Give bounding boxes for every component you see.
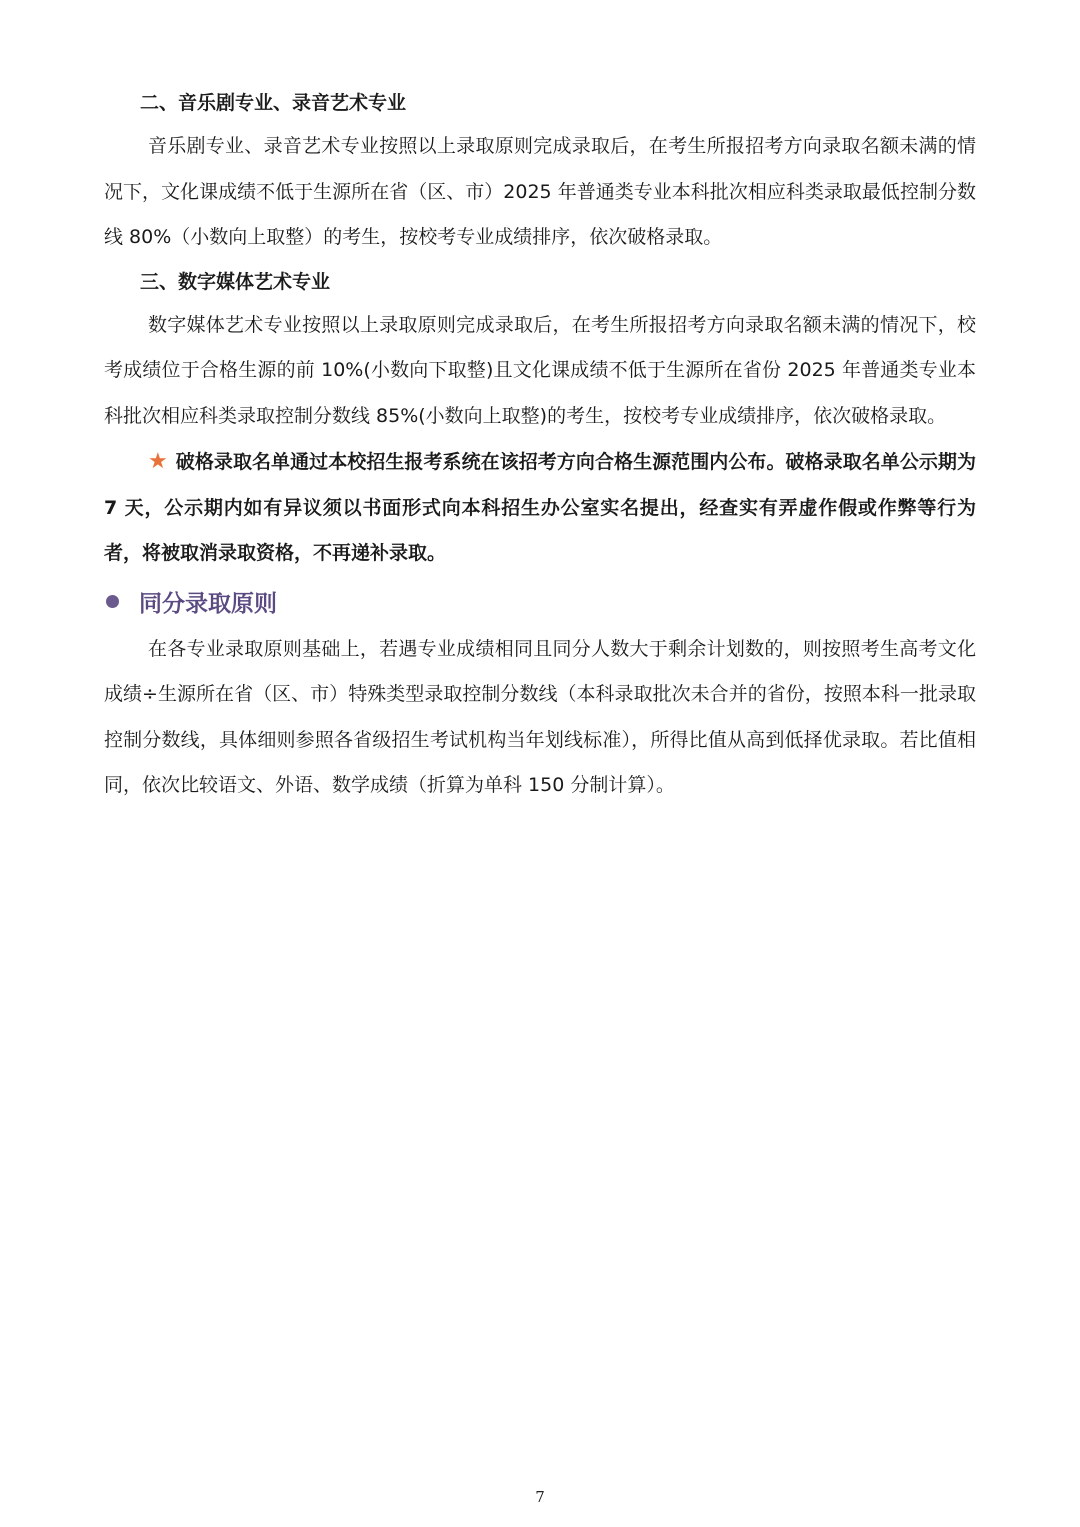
star-icon: ★	[148, 449, 168, 474]
section-heading-musical: 二、音乐剧专业、录音艺术专业	[140, 92, 407, 114]
tie-rule-header	[104, 577, 976, 627]
section-body-digital-media: 数字媒体艺术专业按照以上录取原则完成录取后，在考生所报招考方向录取名额未满的情况下，校考成绩位于合格生源的前 10%(小数向下取整)且文化课成绩不低于生源所在省份 2025 年普通类专业本科批次相应科类录取控制分数线 85%(小数向上取整)的考生，按校考专业成绩排序，依次破格录取。	[104, 313, 976, 427]
tie-rule-title: 同分录取原则	[139, 591, 277, 617]
page-number: 7	[535, 1488, 545, 1506]
section-body-musical: 音乐剧专业、录音艺术专业按照以上录取原则完成录取后，在考生所报招考方向录取名额未满的情况下，文化课成绩不低于生源所在省（区、市）2025 年普通类专业本科批次相应科类录取最低控制分数线 80%（小数向上取整）的考生，按校考专业成绩排序，依次破格录取。	[104, 135, 976, 248]
bullet-icon	[106, 595, 119, 608]
exceptional-admission-notice	[104, 439, 976, 577]
tie-rule-body: 在各专业录取原则基础上，若遇专业成绩相同且同分人数大于剩余计划数的，则按照考生高考文化成绩÷生源所在省（区、市）特殊类型录取控制分数线（本科录取批次未合并的省份，按照本科一批录取控制分数线，具体细则参照各省级招生考试机构当年划线标准），所得比值从高到低择优录取。若比值相同，依次比较语文、外语、数学成绩（折算为单科 150 分制计算）。	[104, 637, 976, 796]
document-body	[104, 82, 976, 809]
notice-text: 破格录取名单通过本校招生报考系统在该招考方向合格生源范围内公布。破格录取名单公示期为 7 天，公示期内如有异议须以书面形式向本科招生办公室实名提出，经查实有弄虚作假或作弊等行为者，将被取消录取资格，不再递补录取。	[104, 451, 976, 564]
section-heading-digital-media: 三、数字媒体艺术专业	[140, 270, 331, 293]
